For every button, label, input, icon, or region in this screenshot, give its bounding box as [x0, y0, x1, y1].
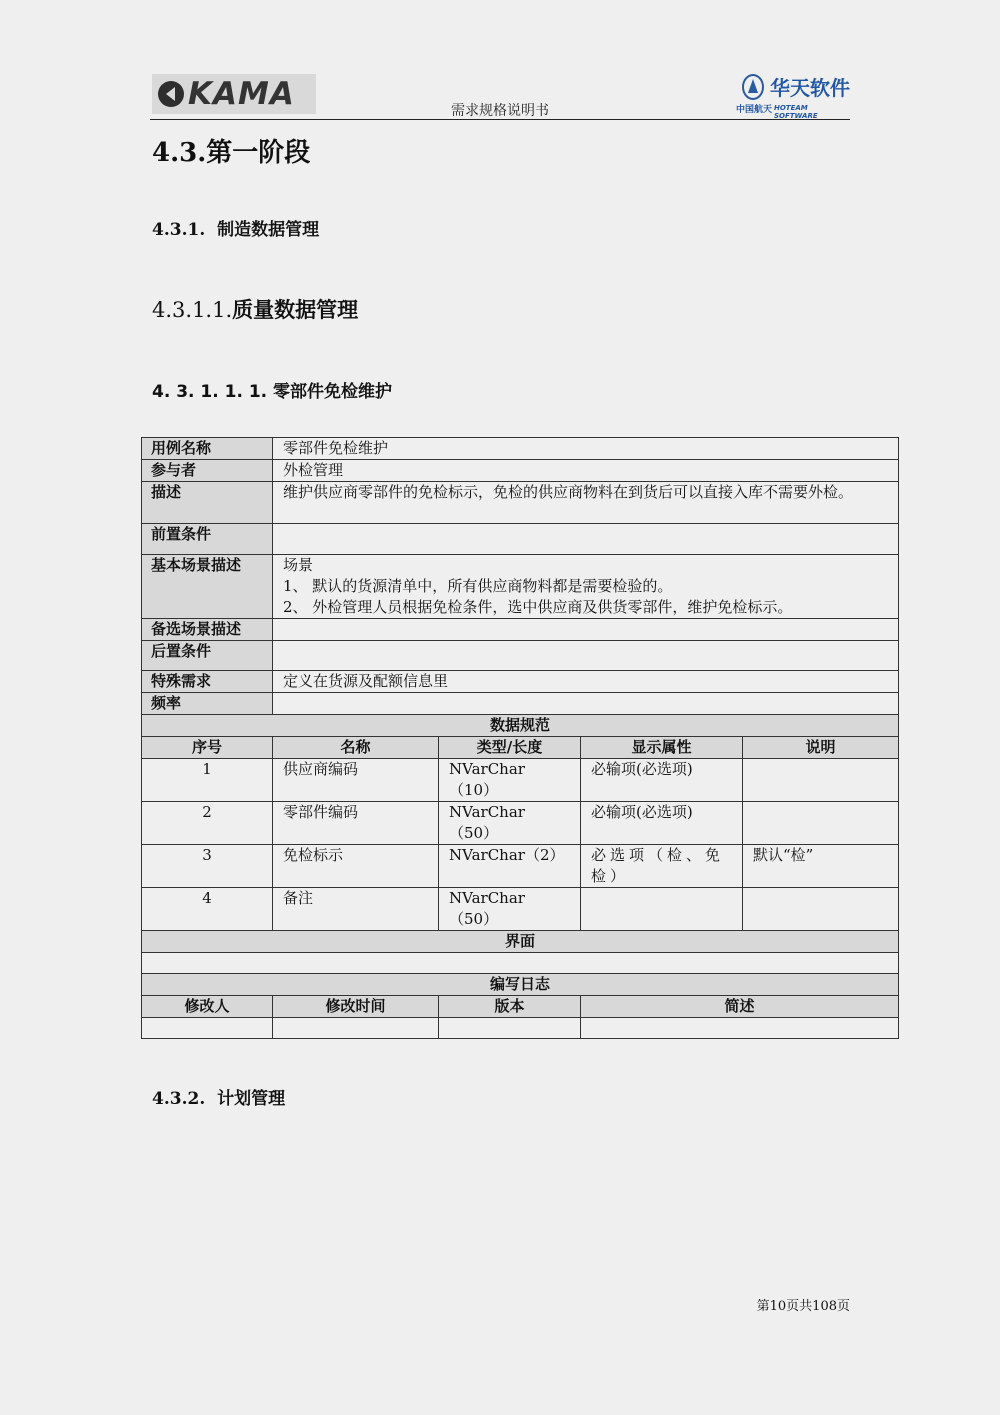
- row-display: 必输项(必选项): [581, 802, 743, 845]
- log-col-time: 修改时间: [273, 996, 439, 1018]
- row-name: 零部件编码: [273, 802, 439, 845]
- table-row: [142, 1018, 899, 1039]
- usecase-freq-value: [273, 693, 899, 715]
- kama-logo: [152, 74, 316, 114]
- heading-4-3-2: 4.3.2. 计划管理: [152, 1089, 286, 1109]
- usecase-desc-value: 维护供应商零部件的免检标示，免检的供应商物料在到货后可以直接入库不需要外检。: [273, 482, 899, 524]
- kama-mark-icon: [158, 81, 184, 107]
- row-name: 免检标示: [273, 845, 439, 888]
- row-no: 4: [142, 888, 273, 931]
- row-no: 3: [142, 845, 273, 888]
- data-spec-title: 数据规范: [142, 715, 899, 737]
- data-spec-col-display: 显示属性: [581, 737, 743, 759]
- log-title: 编写日志: [142, 974, 899, 996]
- usecase-actor-value: 外检管理: [273, 460, 899, 482]
- hiteam-logo: [736, 74, 852, 120]
- heading-4-3-1-1-number: 4.3.1.1.: [152, 298, 233, 322]
- usecase-actor-label: 参与者: [142, 460, 273, 482]
- row-name: 备注: [273, 888, 439, 931]
- row-note: [743, 759, 899, 802]
- usecase-table: [141, 437, 899, 1039]
- hiteam-logo-sub-en: HOTEAM SOFTWARE: [774, 104, 818, 120]
- hiteam-logo-cn: 华天软件: [770, 76, 850, 100]
- usecase-freq-label: 频率: [142, 693, 273, 715]
- usecase-pre-value: [273, 524, 899, 555]
- page-number: 第10页共108页: [756, 1299, 850, 1314]
- row-type: [439, 759, 581, 802]
- row-name: 供应商编码: [273, 759, 439, 802]
- usecase-special-label: 特殊需求: [142, 671, 273, 693]
- data-spec-col-no: 序号: [142, 737, 273, 759]
- row-note: 默认“检”: [743, 845, 899, 888]
- usecase-alt-label: 备选场景描述: [142, 619, 273, 641]
- hiteam-emblem-icon: [742, 74, 764, 100]
- log-col-author: 修改人: [142, 996, 273, 1018]
- usecase-basic-label: 基本场景描述: [142, 555, 273, 619]
- table-row: [142, 802, 899, 845]
- basic-line-0: 场景: [283, 556, 314, 574]
- usecase-desc-label: 描述: [142, 482, 273, 524]
- table-row: [142, 888, 899, 931]
- row-type-line1: NVarChar: [449, 889, 525, 907]
- row-display: [581, 888, 743, 931]
- row-note: [743, 802, 899, 845]
- row-display: 必输项(必选项): [581, 759, 743, 802]
- log-cell: [142, 1018, 273, 1039]
- row-type-line1: NVarChar: [449, 803, 525, 821]
- heading-4-3-1-1: [152, 294, 358, 324]
- row-type: [439, 845, 581, 888]
- usecase-name-value: 零部件免检维护: [273, 438, 899, 460]
- row-type: [439, 802, 581, 845]
- log-col-version: 版本: [439, 996, 581, 1018]
- basic-line-2: 2、 外检管理人员根据免检条件，选中供应商及供货零部件，维护免检标示。: [283, 598, 793, 616]
- header-title: 需求规格说明书: [451, 103, 549, 119]
- row-type-line1: NVarChar（2）: [449, 846, 565, 864]
- data-spec-col-note: 说明: [743, 737, 899, 759]
- row-note: [743, 888, 899, 931]
- row-type-line2: （50）: [449, 910, 499, 928]
- heading-4-3-1-1-1: 4. 3. 1. 1. 1. 零部件免检维护: [152, 382, 393, 402]
- row-no: 1: [142, 759, 273, 802]
- kama-logo-text: KAMA: [188, 76, 295, 112]
- usecase-post-label: 后置条件: [142, 641, 273, 671]
- heading-4-3-1-1-text: 质量数据管理: [232, 297, 359, 322]
- table-row: [142, 759, 899, 802]
- log-cell: [439, 1018, 581, 1039]
- table-row: [142, 845, 899, 888]
- log-cell: [273, 1018, 439, 1039]
- data-spec-col-type: 类型/长度: [439, 737, 581, 759]
- usecase-name-label: 用例名称: [142, 438, 273, 460]
- ui-section-title: 界面: [142, 931, 899, 953]
- ui-section-body: [142, 953, 899, 974]
- row-no: 2: [142, 802, 273, 845]
- row-type: [439, 888, 581, 931]
- log-col-summary: 简述: [581, 996, 899, 1018]
- hiteam-logo-sub-cn: 中国航天: [736, 105, 773, 115]
- row-type-line2: （10）: [449, 781, 499, 799]
- usecase-basic-value: [273, 555, 899, 619]
- row-display: 必选项（检、免检）: [581, 845, 743, 888]
- usecase-alt-value: [273, 619, 899, 641]
- usecase-pre-label: 前置条件: [142, 524, 273, 555]
- data-spec-col-name: 名称: [273, 737, 439, 759]
- heading-4-3-1: 4.3.1. 制造数据管理: [152, 220, 320, 240]
- basic-line-1: 1、 默认的货源清单中，所有供应商物料都是需要检验的。: [283, 577, 673, 595]
- usecase-special-value: 定义在货源及配额信息里: [273, 671, 899, 693]
- log-cell: [581, 1018, 899, 1039]
- row-type-line2: （50）: [449, 824, 499, 842]
- heading-4-3: 4.3.第一阶段: [152, 138, 311, 168]
- usecase-post-value: [273, 641, 899, 671]
- header-divider: [150, 119, 850, 120]
- row-type-line1: NVarChar: [449, 760, 525, 778]
